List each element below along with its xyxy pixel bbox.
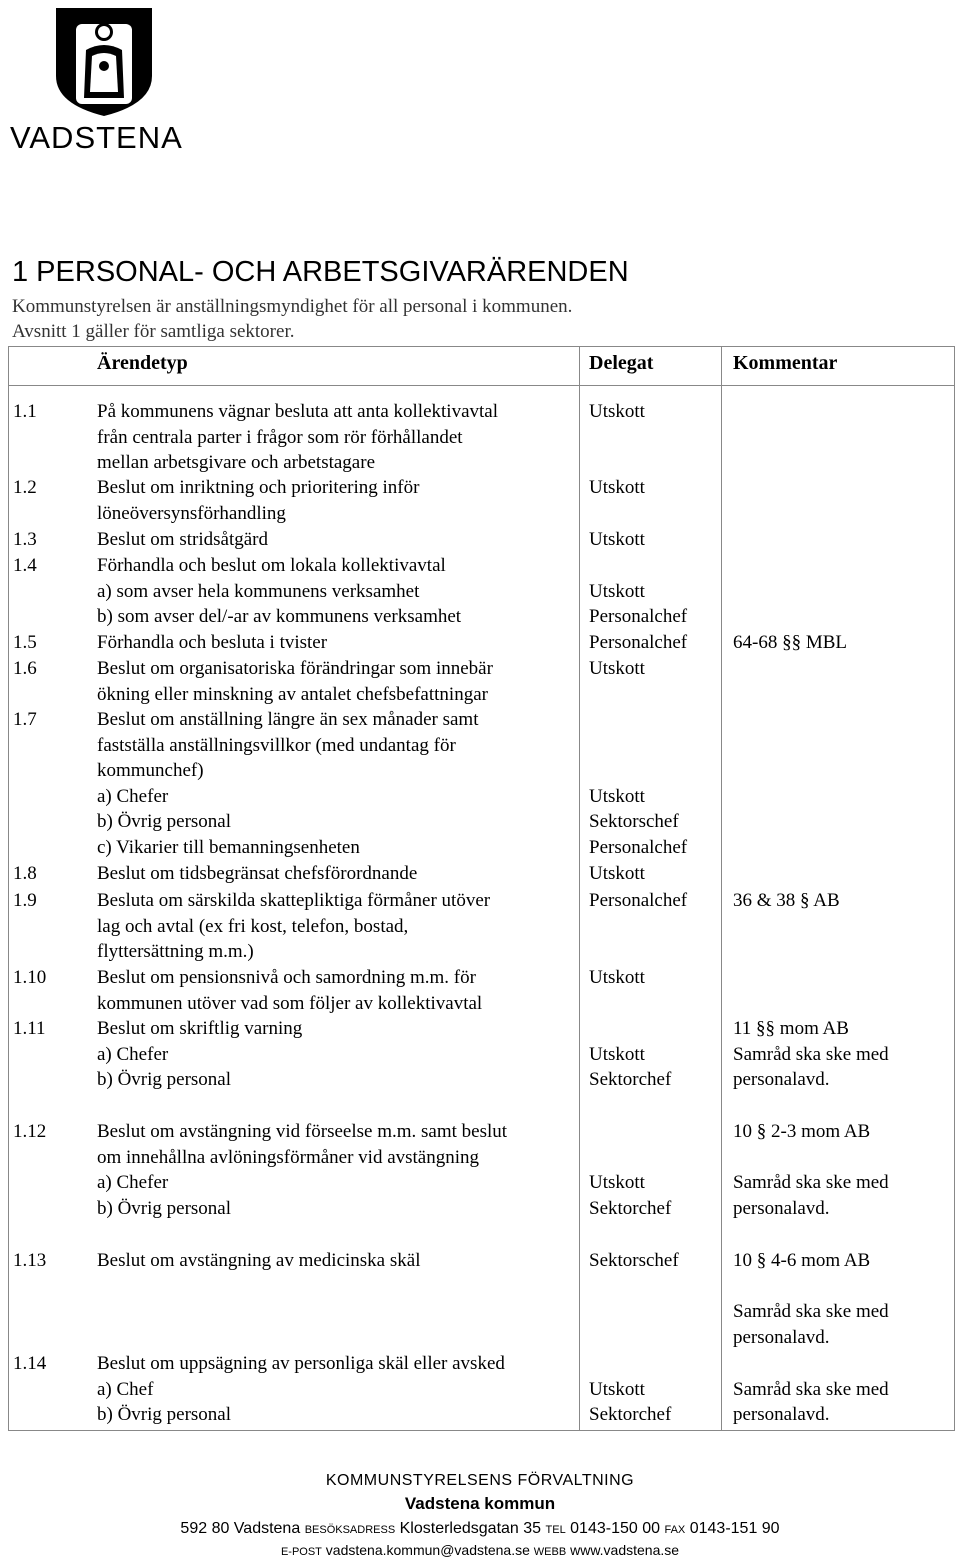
row-description: Beslut om skriftlig varning a) Chefer b) Övrig personal (97, 1018, 303, 1090)
row-comment: 36 & 38 § AB (733, 890, 840, 911)
column-divider (579, 347, 580, 1430)
footer-email: vadstena.kommun@vadstena.se (325, 1542, 530, 1558)
row-delegate: Utskott (589, 529, 645, 550)
vadstena-logo (10, 6, 190, 156)
delegation-table (8, 346, 955, 1431)
row-number: 1.3 (13, 529, 37, 550)
row-delegate: Utskott Sektorchef (589, 1378, 672, 1425)
row-delegate: Sektorschef (589, 1250, 679, 1271)
row-delegate: Utskott (589, 658, 645, 679)
footer-contact-line (0, 1520, 960, 1538)
row-description: Förhandla och besluta i tvister (97, 632, 328, 653)
row-number: 1.13 (13, 1250, 47, 1271)
row-delegate: Utskott Sektorchef (589, 1172, 672, 1219)
row-delegate: Utskott Sektorschef Personalchef (589, 785, 688, 858)
row-delegate: Personalchef (589, 632, 688, 653)
row-number: 1.1 (13, 401, 37, 422)
footer-organisation: Vadstena kommun (404, 1494, 556, 1513)
column-header-type: Ärendetyp (97, 352, 188, 374)
row-comment: 10 § 4-6 mom AB Samråd ska ske med personalavd. (733, 1250, 889, 1348)
row-number: 1.9 (13, 890, 37, 911)
row-description: Beslut om anställning längre än sex månader samt fastställa anställningsvillkor (med undantag för kommunchef) a) Chefer b) Övrig personal c) Vikarier till bemanningsenheten (97, 709, 479, 858)
logo-wordmark: VADSTENA (10, 120, 183, 155)
footer-fax: 0143-151 90 (689, 1520, 780, 1537)
footer-tel-label: TEL (545, 1524, 566, 1536)
row-description: Förhandla och beslut om lokala kollektivavtal a) som avser hela kommunens verksamhet b) som avser del/-ar av kommunens verksamhet (97, 555, 462, 627)
row-number: 1.4 (13, 555, 37, 576)
row-delegate: Utskott Personalchef (589, 580, 688, 627)
row-description: På kommunens vägnar besluta att anta kollektivavtal från centrala parter i frågor som rör förhållandet mellan arbetsgivare och arbetstagare (97, 401, 499, 473)
row-delegate: Personalchef (589, 890, 688, 911)
footer-web: www.vadstena.se (570, 1542, 680, 1558)
row-number: 1.6 (13, 658, 37, 679)
coat-of-arms-icon (54, 6, 154, 118)
row-comment: 11 §§ mom AB Samråd ska ske med personalavd. (733, 1018, 889, 1090)
column-header-delegate: Delegat (589, 352, 654, 374)
row-description: Besluta om särskilda skattepliktiga förmåner utöver lag och avtal (ex fri kost, telefon, bostad, flyttersättning m.m.) (97, 890, 491, 962)
footer-visit-address: Klosterledsgatan 35 (399, 1520, 542, 1537)
section-heading: 1 PERSONAL- OCH ARBETSGIVARÄRENDEN (12, 256, 629, 288)
row-description: Beslut om avstängning av medicinska skäl (97, 1250, 421, 1271)
footer-tel: 0143-150 00 (570, 1520, 661, 1537)
row-delegate: Utskott (589, 967, 645, 988)
footer-email-label: E-POST (280, 1546, 322, 1558)
row-number: 1.2 (13, 477, 37, 498)
row-number: 1.14 (13, 1353, 47, 1374)
intro-text-line2: Avsnitt 1 gäller för samtliga sektorer. (12, 321, 295, 342)
column-header-comment: Kommentar (733, 352, 838, 374)
footer-postal: 592 80 Vadstena (180, 1520, 301, 1537)
row-number: 1.7 (13, 709, 37, 730)
row-number: 1.5 (13, 632, 37, 653)
row-comment: 64-68 §§ MBL (733, 632, 847, 653)
row-delegate: Utskott (589, 401, 645, 422)
row-number: 1.8 (13, 863, 37, 884)
row-delegate: Utskott (589, 477, 645, 498)
row-description: Beslut om avstängning vid förseelse m.m. samt beslut om innehållna avlöningsförmåner vid avstängning a) Chefer b) Övrig personal (97, 1121, 508, 1219)
column-divider (721, 347, 722, 1430)
row-description: Beslut om tidsbegränsat chefsförordnande (97, 863, 418, 884)
intro-text-line1: Kommunstyrelsen är anställningsmyndighet för all personal i kommunen. (12, 296, 573, 317)
footer-web-label: WEBB (533, 1546, 567, 1558)
row-delegate: Utskott Sektorchef (589, 1043, 672, 1090)
row-comment: 10 § 2-3 mom AB Samråd ska ske med personalavd. (733, 1121, 889, 1219)
footer-fax-label: FAX (664, 1524, 686, 1536)
row-description: Beslut om organisatoriska förändringar som innebär ökning eller minskning av antalet chefsbefattningar (97, 658, 493, 705)
row-delegate: Utskott (589, 863, 645, 884)
row-number: 1.10 (13, 967, 47, 988)
letterhead-footer (0, 1472, 960, 1558)
row-comment: Samråd ska ske med personalavd. (733, 1378, 889, 1425)
row-number: 1.11 (13, 1018, 46, 1039)
footer-web-line (0, 1542, 960, 1558)
footer-visit-label: BESÖKSADRESS (304, 1524, 396, 1536)
header-divider (9, 385, 954, 386)
row-description: Beslut om inriktning och prioritering inför löneöversynsförhandling (97, 477, 420, 524)
row-number: 1.12 (13, 1121, 47, 1142)
row-description: Beslut om pensionsnivå och samordning m.m. för kommunen utöver vad som följer av kollektivavtal (97, 967, 483, 1014)
row-description: Beslut om stridsåtgärd (97, 529, 268, 550)
footer-department: KOMMUNSTYRELSENS FÖRVALTNING (325, 1472, 635, 1489)
row-description: Beslut om uppsägning av personliga skäl eller avsked a) Chef b) Övrig personal (97, 1353, 505, 1425)
